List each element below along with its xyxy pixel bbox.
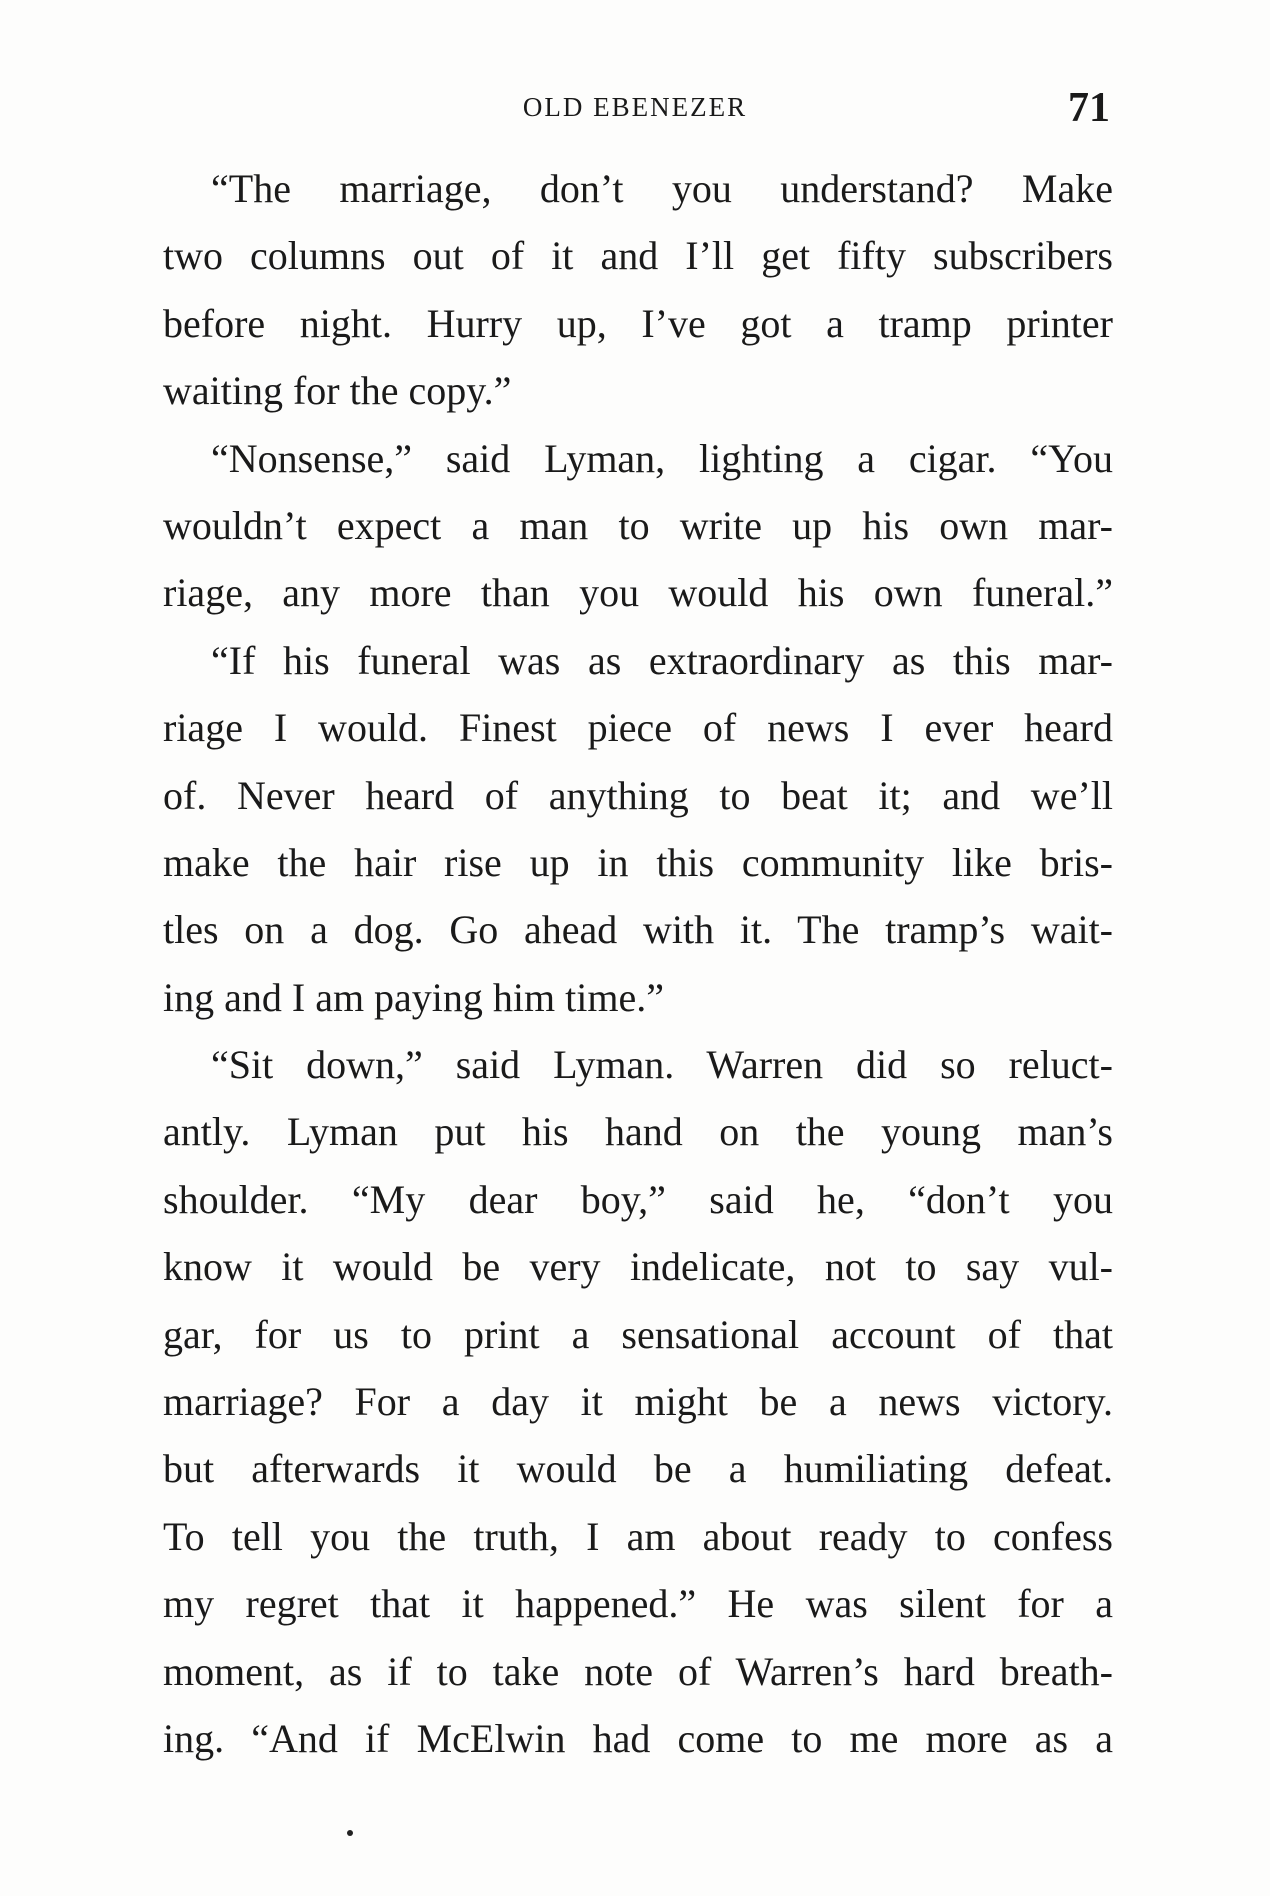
text-line: before night. Hurry up, I’ve got a tramp printer: [163, 300, 1113, 346]
text-line: waiting for the copy.”: [163, 368, 512, 414]
text-line: riage I would. Finest piece of news I ever heard: [163, 705, 1113, 751]
text-line: know it would be very indelicate, not to say vul-: [163, 1244, 1113, 1290]
text-line: “Sit down,” said Lyman. Warren did so reluct-: [211, 1042, 1113, 1088]
text-line: shoulder. “My dear boy,” said he, “don’t you: [163, 1176, 1113, 1222]
text-line: ing. “And if McElwin had come to me more as a: [163, 1715, 1113, 1761]
text-line: gar, for us to print a sensational account of that: [163, 1311, 1113, 1357]
running-head: [160, 84, 1110, 144]
text-line: but afterwards it would be a humiliating defeat.: [163, 1446, 1113, 1492]
text-line: two columns out of it and I’ll get fifty subscribers: [163, 233, 1113, 279]
text-line: ing and I am paying him time.”: [163, 974, 664, 1020]
page-number: 71: [1068, 85, 1110, 131]
text-line: tles on a dog. Go ahead with it. The tramp’s wait-: [163, 907, 1113, 953]
text-line: “If his funeral was as extraordinary as this mar-: [211, 637, 1113, 683]
text-line: “Nonsense,” said Lyman, lighting a cigar. “You: [211, 435, 1113, 481]
text-line: To tell you the truth, I am about ready to confess: [163, 1513, 1113, 1559]
text-line: antly. Lyman put his hand on the young man’s: [163, 1109, 1113, 1155]
text-line: wouldn’t expect a man to write up his own mar-: [163, 502, 1113, 548]
text-line: “The marriage, don’t you understand? Make: [211, 166, 1113, 211]
text-line: marriage? For a day it might be a news victory.: [163, 1379, 1113, 1425]
text-line: of. Never heard of anything to beat it; and we’ll: [163, 772, 1113, 818]
body-text: [163, 155, 1113, 1772]
running-head-title: OLD EBENEZER: [522, 92, 748, 122]
ink-speck: [347, 1830, 353, 1836]
text-line: riage, any more than you would his own funeral.”: [163, 570, 1113, 616]
text-line: my regret that it happened.” He was silent for a: [163, 1581, 1113, 1627]
text-line: make the hair rise up in this community like bris-: [163, 839, 1113, 885]
text-line: moment, as if to take note of Warren’s hard breath-: [163, 1648, 1113, 1694]
